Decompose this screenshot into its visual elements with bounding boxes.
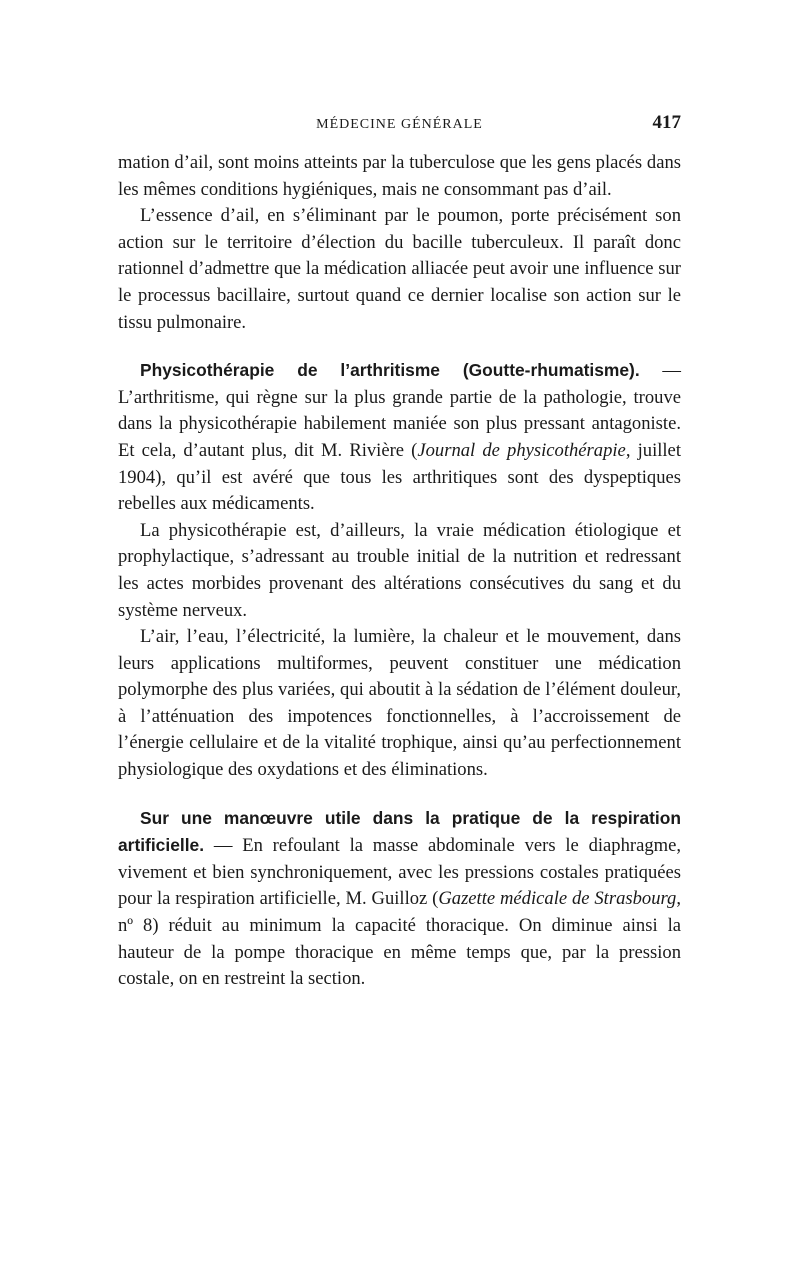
- section-spacer: [118, 336, 681, 357]
- text-run: , nº 8) réduit au minimum la capacité thoracique. On diminue ainsi la hauteur de la pompe thoracique en même temps que, par la pression costale, on en restreint la section.: [118, 888, 681, 990]
- text-run: , juillet 1904), qu’il est avéré que tous les arthritiques sont des dyspeptiques rebelles aux médicaments.: [118, 439, 681, 515]
- paragraph-elements: L’air, l’eau, l’électricité, la lumière, la chaleur et le mouvement, dans leurs applications multiformes, peuvent constituer une médication polymorphe des plus variées, qui aboutit à la sédation de l’élément douleur, à l’atténuation des impotences fonctionnelles, à l’accroissement de l’énergie cellulaire et de la vitalité trophique, ainsi qu’au perfectionnement physiologique des oxydations et des éliminations.: [118, 626, 681, 781]
- citation-journal: Journal de physicothérapie: [417, 439, 626, 461]
- text-run: — En refoulant la masse abdominale vers le diaphragme, vivement et bien synchroniquement, avec les pressions costales pratiquées pour la respiration artificielle, M. Guilloz (: [118, 835, 681, 910]
- section-arthritism-paragraph: [118, 357, 681, 518]
- paragraph-continued: mation d’ail, sont moins atteints par la tuberculose que les gens placés dans les mêmes conditions hygiéniques, mais ne consommant pas d’ail.: [118, 152, 681, 200]
- text-run: — L’arthritisme, qui règne sur la plus grande partie de la pathologie, trouve dans la physicothérapie habilement maniée son plus pressant antagoniste. Et cela, d’autant plus, dit M. Rivière (: [118, 360, 681, 461]
- section-spacer: [118, 784, 681, 805]
- running-title: MÉDECINE GÉNÉRALE: [316, 117, 483, 132]
- paragraph-garlic-essence: L’essence d’ail, en s’éliminant par le poumon, porte précisément son action sur le territoire d’élection du bacille tuberculeux. Il paraît donc rationnel d’admettre que la médication alliacée peut avoir une influence sur le processus bacillaire, surtout quand ce dernier localise son action sur le tissu pulmonaire.: [118, 205, 681, 333]
- section-heading-respiration: Sur une manœuvre utile dans la pratique de la respiration artificielle.: [118, 807, 681, 856]
- page-number: 417: [652, 112, 681, 133]
- paragraph-physicotherapy: La physicothérapie est, d’ailleurs, la vraie médication étiologique et prophylactique, s’adressant au trouble initial de la nutrition et redressant les actes morbides provenant des altérations consécutives du sang et du système nerveux.: [118, 519, 681, 621]
- running-header: [118, 112, 681, 136]
- section-respiration-paragraph: [118, 805, 681, 993]
- book-page: [118, 112, 681, 993]
- citation-gazette: Gazette médicale de Strasbourg: [438, 888, 677, 910]
- section-heading-arthritism: Physicothérapie de l’arthritisme (Goutte-rhumatisme).: [140, 360, 640, 381]
